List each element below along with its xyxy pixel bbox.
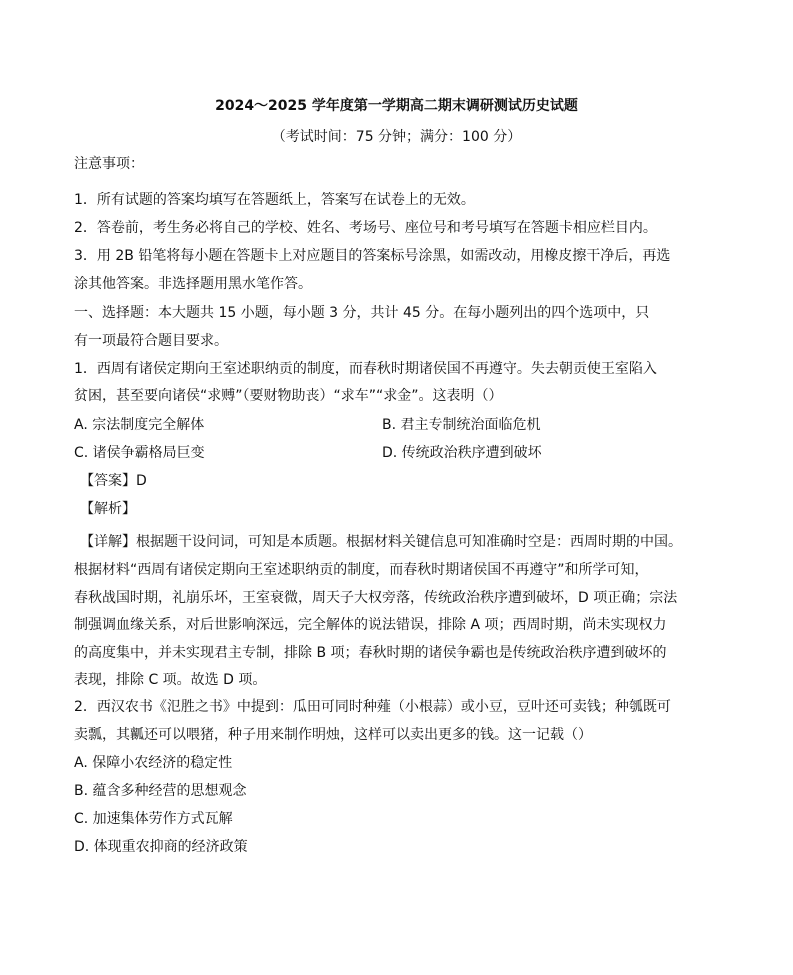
question-2-option-c: C. 加速集体劳作方式瓦解	[74, 811, 233, 827]
question-1-detail: 根据材料“西周有诸侯定期向王室述职纳贡的制度，而春秋时期诸侯国不再遵守”和所学可知，	[74, 562, 649, 578]
question-1-option-d: D. 传统政治秩序遭到破坏	[382, 445, 542, 461]
question-1-option-b: B. 君主专制统治面临危机	[382, 417, 541, 433]
question-1-stem: 1．西周有诸侯定期向王室述职纳贡的制度，而春秋时期诸侯国不再遵守。失去朝贡使王室陷入	[74, 361, 657, 377]
question-2-stem: 2．西汉农书《氾胜之书》中提到：瓜田可同时种薤（小根蒜）或小豆，豆叶还可卖钱；种瓠既可	[74, 699, 671, 715]
question-1-option-a: A. 宗法制度完全解体	[74, 417, 205, 433]
notice-item: 3．用 2B 铅笔将每小题在答题卡上对应题目的答案标号涂黑，如需改动，用橡皮擦干净后，再选	[74, 248, 671, 264]
page-subtitle: （考试时间：75 分钟；满分：100 分）	[271, 129, 522, 145]
section-heading-cont: 有一项最符合题目要求。	[74, 333, 228, 349]
question-1-detail: 【详解】根据题干设问词，可知是本质题。根据材料关键信息可知准确时空是：西周时期的中国。	[80, 534, 682, 550]
question-2-option-a: A. 保障小农经济的稳定性	[74, 755, 233, 771]
question-1-option-c: C. 诸侯争霸格局巨变	[74, 445, 205, 461]
question-2-option-d: D. 体现重农抑商的经济政策	[74, 839, 248, 855]
notice-heading: 注意事项：	[74, 156, 144, 172]
question-1-stem-cont: 贫困，甚至要向诸侯“求赙”（要财物助丧）“求车”“求金”。这表明（）	[74, 388, 503, 404]
question-1-detail: 春秋战国时期，礼崩乐坏，王室衰微，周天子大权旁落，传统政治秩序遭到破坏，D 项正确；宗法	[74, 590, 678, 606]
notice-item: 1．所有试题的答案均填写在答题纸上，答案写在试卷上的无效。	[74, 192, 475, 208]
question-1-detail: 表现，排除 C 项。故选 D 项。	[74, 672, 267, 688]
section-heading: 一、选择题：本大题共 15 小题，每小题 3 分，共计 45 分。在每小题列出的四个选项中，只	[74, 305, 650, 321]
question-2-stem-cont: 卖瓢，其瓤还可以喂猪，种子用来制作明烛，这样可以卖出更多的钱。这一记载（）	[74, 727, 592, 743]
page-title: 2024～2025 学年度第一学期高二期末调研测试历史试题	[215, 98, 578, 114]
question-1-analysis-label: 【解析】	[80, 501, 136, 517]
question-1-detail: 的高度集中，并未实现君主专制，排除 B 项；春秋时期的诸侯争霸也是传统政治秩序遭到破坏的	[74, 645, 667, 661]
question-1-detail: 制强调血缘关系，对后世影响深远，完全解体的说法错误，排除 A 项；西周时期，尚未实现权力	[74, 617, 667, 633]
notice-item: 涂其他答案。非选择题用黑水笔作答。	[74, 276, 312, 292]
question-1-answer: 【答案】D	[80, 473, 147, 489]
question-2-option-b: B. 蕴含多种经营的思想观念	[74, 783, 247, 799]
notice-item: 2．答卷前，考生务必将自己的学校、姓名、考场号、座位号和考号填写在答题卡相应栏目内。	[74, 220, 657, 236]
